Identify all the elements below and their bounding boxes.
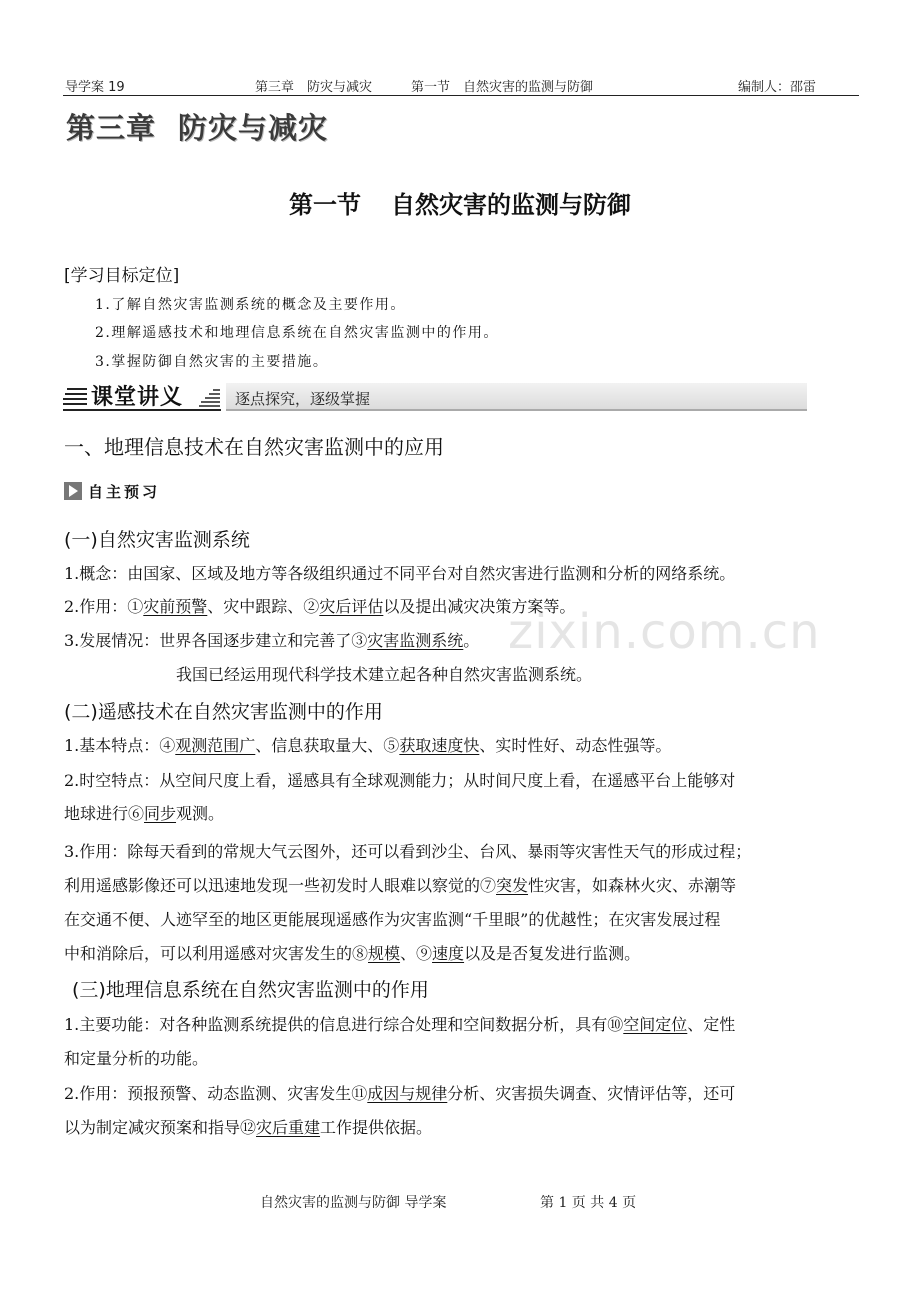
- section-title: 第一节 自然灾害的监测与防御: [289, 191, 631, 219]
- sec2-heading: (二)遥感技术在自然灾害监测中的作用: [64, 701, 383, 723]
- lecture-banner: [63, 379, 807, 413]
- sec2-basic: 1.基本特点：④观测范围广、信息获取量大、⑤获取速度快、实时性好、动态性强等。: [64, 736, 672, 755]
- sec1-heading: (一)自然灾害监测系统: [64, 529, 250, 551]
- header-right: 编制人：邵雷: [738, 80, 817, 95]
- objective-item: 2.理解遥感技术和地理信息系统在自然灾害监测中的作用。: [95, 325, 499, 341]
- sec2-spatial-line1: 2.时空特点：从空间尺度上看，遥感具有全球观测能力；从时间尺度上看，在遥感平台上能够对: [64, 771, 736, 790]
- sec3-heading: (三)地理信息系统在自然灾害监测中的作用: [72, 979, 429, 1001]
- footer-page: 第 1 页 共 4 页: [540, 1195, 637, 1211]
- header-center: 第三章 防灾与减灾 第一节 自然灾害的监测与防御: [255, 80, 594, 95]
- objective-item: 1.了解自然灾害监测系统的概念及主要作用。: [95, 297, 406, 313]
- sec2-spatial-line2: 地球进行⑥同步观测。: [64, 804, 225, 823]
- sec3-function-line2: 和定量分析的功能。: [64, 1049, 209, 1068]
- sec2-role-line4: 中和消除后，可以利用遥感对灾害发生的⑧规模、⑨速度以及是否复发进行监测。: [64, 944, 641, 963]
- stripes-left-icon: [63, 385, 89, 407]
- header-rule: [63, 95, 859, 96]
- sec1-role: 2.作用：①灾前预警、灾中跟踪、②灾后评估以及提出减灾决策方案等。: [64, 597, 576, 616]
- self-study-label: 自主预习: [88, 483, 161, 501]
- sec2-role-line3: 在交通不便、人迹罕至的地区更能展现遥感作为灾害监测“千里眼”的优越性；在灾害发展过程: [64, 910, 721, 929]
- footer-title: 自然灾害的监测与防御 导学案: [260, 1195, 447, 1211]
- objectives-heading: [学习目标定位]: [64, 266, 180, 286]
- watermark: zixin.com.cn: [508, 604, 821, 660]
- sec3-function-line1: 1.主要功能：对各种监测系统提供的信息进行综合处理和空间数据分析，具有⑩空间定位、定性: [64, 1015, 736, 1034]
- sec1-development: 3.发展情况：世界各国逐步建立和完善了③灾害监测系统。: [64, 631, 480, 650]
- banner-title: 课堂讲义: [91, 385, 184, 410]
- sec3-role-line2: 以为制定减灾预案和指导⑫灾后重建工作提供依据。: [64, 1118, 433, 1137]
- banner-subtitle: 逐点探究，逐级掌握: [235, 390, 371, 408]
- banner-underline: [63, 409, 221, 411]
- objective-item: 3.掌握防御自然灾害的主要措施。: [95, 354, 329, 370]
- chapter-title: 第三章 防灾与减灾: [66, 111, 329, 145]
- sec2-role-line1: 3.作用：除每天看到的常规大气云图外，还可以看到沙尘、台风、暴雨等灾害性天气的形成过程；: [64, 842, 752, 861]
- stripes-right-icon: [199, 387, 221, 407]
- sec1-concept: 1.概念：由国家、区域及地方等各级组织通过不同平台对自然灾害进行监测和分析的网络系统。: [64, 564, 736, 583]
- play-triangle-icon: [64, 482, 82, 500]
- sec1-development-china: 我国已经运用现代科学技术建立起各种自然灾害监测系统。: [176, 665, 593, 684]
- sec2-role-line2: 利用遥感影像还可以迅速地发现一些初发时人眼难以察觉的⑦突发性灾害，如森林火灾、赤潮等: [64, 876, 737, 895]
- header-left: 导学案 19: [65, 80, 125, 95]
- part1-heading: 一、地理信息技术在自然灾害监测中的应用: [64, 435, 444, 459]
- sec3-role-line1: 2.作用：预报预警、动态监测、灾害发生⑪成因与规律分析、灾害损失调查、灾情评估等，还可: [64, 1084, 736, 1103]
